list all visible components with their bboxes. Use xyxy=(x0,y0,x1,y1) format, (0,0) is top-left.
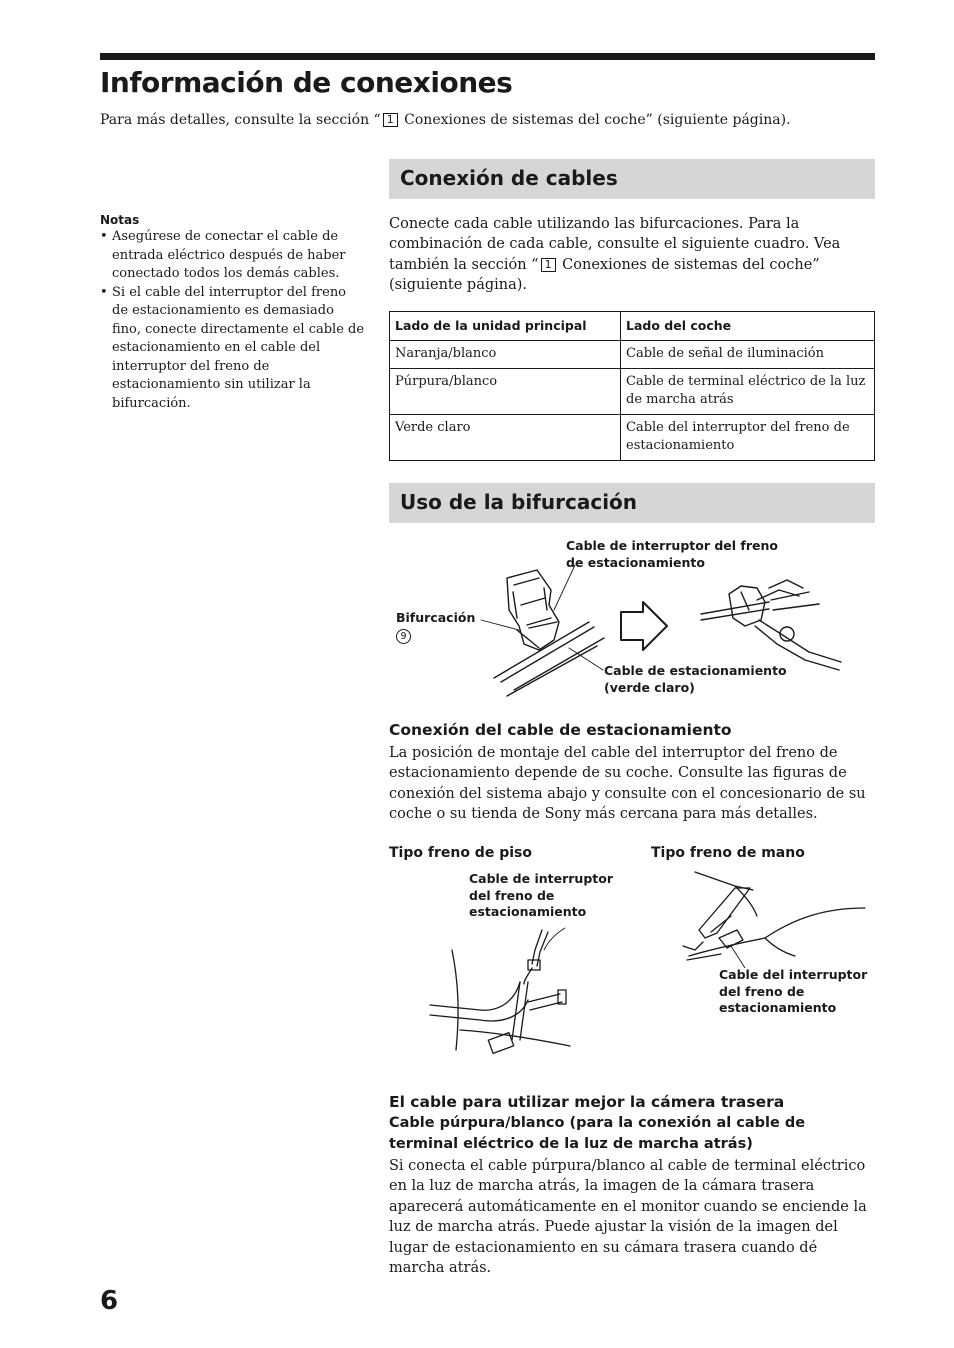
switch-cable-label-line: Cable de interruptor del freno xyxy=(566,538,778,553)
hand-brake-label xyxy=(719,967,867,1017)
cables-paragraph-end: Conexiones de sistemas del coche” (siguiente página). xyxy=(389,256,820,294)
bifurcation-label-text: Bifurcación xyxy=(396,610,476,625)
connection-table xyxy=(389,311,875,461)
intro-text xyxy=(100,112,791,128)
table-header-row xyxy=(390,312,875,341)
circled-number: 9 xyxy=(396,629,411,644)
floor-brake-label-line: estacionamiento xyxy=(469,904,587,919)
intro-text-end: Conexiones de sistemas del coche” (siguiente página). xyxy=(399,112,791,128)
table-cell: Cable del interruptor del freno de estacionamiento xyxy=(621,415,875,461)
section-bar-cables xyxy=(389,159,875,199)
cables-paragraph-start: Conecte cada cable utilizando las bifurcaciones. Para la combinación de cada cable, consulte el siguiente cuadro. Vea también la sección “ xyxy=(389,216,841,273)
hand-brake-label-line: estacionamiento xyxy=(719,1000,837,1015)
notes-box xyxy=(100,213,365,413)
section-heading-bifurcation: Uso de la bifurcación xyxy=(400,490,638,514)
table-cell: Naranja/blanco xyxy=(390,341,621,369)
hand-brake-illustration xyxy=(675,868,875,968)
section-bar-bifurcation xyxy=(389,483,875,523)
parking-connection-text: La posición de montaje del cable del interruptor del freno de estacionamiento depende de su coche. Consulte las figuras de conexión del sistema abajo y consulte con el concesionario de su coche o su tienda de Sony más cercana para más detalles. xyxy=(389,745,866,823)
table-cell: Verde claro xyxy=(390,415,621,461)
parking-cable-label-line: Cable de estacionamiento xyxy=(604,663,787,678)
rear-camera-text: Si conecta el cable púrpura/blanco al cable de terminal eléctrico en la luz de marcha atrás, la imagen de la cámara trasera aparecerá automáticamente en el monitor cuando se enciende la luz de marcha atrás. Puede ajustar la visión de la imagen del lugar de estacionamiento en su cámara trasera cuando dé marcha atrás. xyxy=(389,1158,867,1277)
floor-brake-label-line: del freno de xyxy=(469,887,555,903)
table-row xyxy=(390,415,875,461)
note-item: • Si el cable del interruptor del freno de estacionamiento es demasiado fino, conecte directamente el cable de estacionamiento en el cable del interruptor del freno de estacionamiento sin utilizar la bifurcación. xyxy=(100,284,365,414)
floor-brake-title: Tipo freno de piso xyxy=(389,845,532,861)
notes-list xyxy=(100,228,365,413)
switch-cable-label-line: de estacionamiento xyxy=(566,554,705,570)
parking-cable-label-line: (verde claro) xyxy=(604,679,695,695)
parking-cable-label xyxy=(604,663,787,696)
hand-brake-title: Tipo freno de mano xyxy=(651,845,805,861)
bifurcation-number xyxy=(396,627,475,644)
switch-cable-label xyxy=(566,538,778,571)
top-rule xyxy=(100,53,875,60)
parking-connection-heading: Conexión del cable de estacionamiento xyxy=(389,721,732,739)
section-number-box: 1 xyxy=(541,258,556,272)
table-cell: Púrpura/blanco xyxy=(390,369,621,415)
notes-title: Notas xyxy=(100,213,140,227)
table-cell: Cable de señal de iluminación xyxy=(621,341,875,369)
floor-brake-label xyxy=(469,871,613,921)
table-cell: Cable de terminal eléctrico de la luz de marcha atrás xyxy=(621,369,875,415)
floor-brake-label-line: Cable de interruptor xyxy=(469,871,613,886)
table-row xyxy=(390,369,875,415)
cables-paragraph xyxy=(389,214,875,296)
hand-brake-label-line: Cable del interruptor xyxy=(719,967,868,982)
hand-brake-label-line: del freno de xyxy=(719,983,805,999)
table-header: Lado de la unidad principal xyxy=(390,312,621,341)
table-header: Lado del coche xyxy=(621,312,875,341)
floor-brake-illustration xyxy=(420,920,620,1070)
intro-text-start: Para más detalles, consulte la sección “ xyxy=(100,112,381,128)
rear-camera-heading: El cable para utilizar mejor la cámera trasera xyxy=(389,1093,785,1111)
page-title: Información de conexiones xyxy=(100,66,513,99)
note-item: • Asegúrese de conectar el cable de entrada eléctrico después de haber conectado todos los demás cables. xyxy=(100,228,365,284)
table-row xyxy=(390,341,875,369)
section-heading-cables: Conexión de cables xyxy=(400,166,618,190)
bifurcation-label xyxy=(396,610,475,644)
page-number: 6 xyxy=(100,1286,119,1316)
rear-camera-subheading: Cable púrpura/blanco (para la conexión al cable de terminal eléctrico de la luz de marcha atrás) xyxy=(389,1115,806,1152)
section-number-box: 1 xyxy=(383,113,398,127)
